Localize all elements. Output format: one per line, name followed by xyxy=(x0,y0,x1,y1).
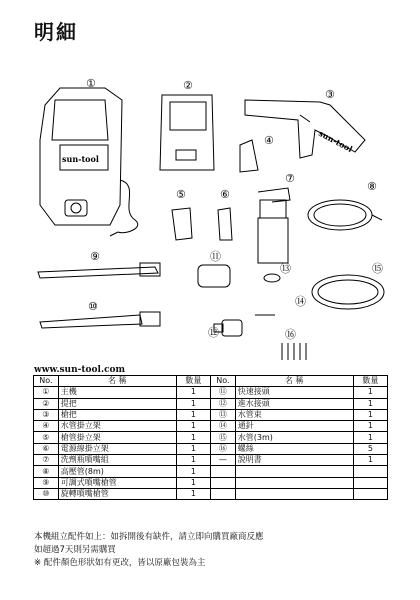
part-name: 槍把 xyxy=(58,409,176,420)
header-name: 名 稱 xyxy=(58,376,176,387)
parts-table-body xyxy=(34,387,388,500)
note-line-3: ※ 配件顏色形狀如有更改，皆以原廠包裝為主 xyxy=(34,558,206,568)
part-qty: 1 xyxy=(176,398,210,409)
part-no: ⑪ xyxy=(210,387,235,398)
part-name: 螺絲 xyxy=(235,443,353,454)
part-no: ⑭ xyxy=(210,421,235,432)
part-name: 可調式噴嘴槍管 xyxy=(58,477,176,488)
table-row xyxy=(34,398,388,409)
figure-label-8: ⑧ xyxy=(367,180,377,193)
part-name: 旋轉噴嘴槍管 xyxy=(58,488,176,499)
part-name xyxy=(235,477,353,488)
part-name: 電源線掛立架 xyxy=(58,443,176,454)
part-qty: 1 xyxy=(353,432,387,443)
figure-label-12: ⑫ xyxy=(208,326,219,339)
table-row xyxy=(34,477,388,488)
part-name xyxy=(235,488,353,499)
figure-label-15: ⑮ xyxy=(372,262,383,275)
logo-text-gun: sun-tool xyxy=(317,127,355,155)
figure-label-11: ⑪ xyxy=(210,250,221,263)
table-row xyxy=(34,421,388,432)
header-qty-2: 數量 xyxy=(353,376,387,387)
part-no: ⑩ xyxy=(34,488,59,499)
part-name: 水管束 xyxy=(235,409,353,420)
header-qty: 數量 xyxy=(176,376,210,387)
table-row xyxy=(34,409,388,420)
figure-label-16: ⑯ xyxy=(285,328,296,341)
part-no xyxy=(210,488,235,499)
part-qty: 1 xyxy=(176,421,210,432)
table-header-row xyxy=(34,376,388,387)
handle-drawing xyxy=(160,95,214,170)
part-qty: 1 xyxy=(176,387,210,398)
part-name xyxy=(235,466,353,477)
part-name: 說明書 xyxy=(235,455,353,466)
part-qty: 1 xyxy=(353,421,387,432)
part-qty: 1 xyxy=(176,477,210,488)
part-qty: 1 xyxy=(176,455,210,466)
parts-illustration xyxy=(0,60,420,360)
table-row xyxy=(34,455,388,466)
part-no: ⑨ xyxy=(34,477,59,488)
table-row xyxy=(34,443,388,454)
part-qty: 1 xyxy=(353,387,387,398)
table-row xyxy=(34,387,388,398)
part-no: ⑯ xyxy=(210,443,235,454)
figure-label-3: ③ xyxy=(325,88,335,101)
header-name-2: 名 稱 xyxy=(235,376,353,387)
notes xyxy=(34,531,264,570)
part-name: 水管掛立架 xyxy=(58,421,176,432)
table-row xyxy=(34,488,388,499)
part-qty: 1 xyxy=(353,398,387,409)
part-qty: 1 xyxy=(176,443,210,454)
header-no-2: No. xyxy=(210,376,235,387)
table-row xyxy=(34,466,388,477)
figure-label-6: ⑥ xyxy=(220,188,230,201)
part-name: 主機 xyxy=(58,387,176,398)
part-name: 通針 xyxy=(235,421,353,432)
figure-label-2: ② xyxy=(183,79,193,92)
part-no: ⑤ xyxy=(34,432,59,443)
part-qty xyxy=(353,488,387,499)
figure-label-10: ⑩ xyxy=(88,300,98,313)
figure-label-7: ⑦ xyxy=(285,172,295,185)
detergent-bottle-drawing xyxy=(258,188,290,263)
part-no: ② xyxy=(34,398,59,409)
table-row xyxy=(34,432,388,443)
figure-label-9: ⑨ xyxy=(90,250,100,263)
part-qty: 1 xyxy=(353,409,387,420)
part-qty: 1 xyxy=(176,488,210,499)
part-name: 洗劑瓶噴嘴組 xyxy=(58,455,176,466)
part-qty xyxy=(353,477,387,488)
figure-label-5: ⑤ xyxy=(176,188,186,201)
page-title: 明細 xyxy=(34,20,78,44)
figure-label-1: ① xyxy=(86,77,96,90)
part-qty: 1 xyxy=(353,455,387,466)
note-line-1: 本機組立配件如上：如拆開後有缺件，請立即向購買廠商反應 xyxy=(34,532,264,542)
part-no: ⑦ xyxy=(34,455,59,466)
part-qty: 1 xyxy=(176,409,210,420)
parts-svg xyxy=(0,60,420,360)
part-no: ⑫ xyxy=(210,398,235,409)
part-no: ③ xyxy=(34,409,59,420)
part-name: 槍管掛立架 xyxy=(58,432,176,443)
part-name: 快速接頭 xyxy=(235,387,353,398)
part-name: 提把 xyxy=(58,398,176,409)
parts-table xyxy=(33,375,388,500)
part-no xyxy=(210,477,235,488)
part-qty: 1 xyxy=(176,432,210,443)
part-name: 高壓管(8m) xyxy=(58,466,176,477)
part-no: ④ xyxy=(34,421,59,432)
figure-label-4: ④ xyxy=(264,134,274,147)
part-no: ⑥ xyxy=(34,443,59,454)
figure-label-13: ⑬ xyxy=(280,262,291,275)
part-no: ① xyxy=(34,387,59,398)
part-no: ⑧ xyxy=(34,466,59,477)
part-name: 水管(3m) xyxy=(235,432,353,443)
part-no: — xyxy=(210,455,235,466)
part-qty xyxy=(353,466,387,477)
part-qty: 5 xyxy=(353,443,387,454)
logo-text: sun-tool xyxy=(62,154,99,164)
figure-label-14: ⑭ xyxy=(295,295,306,308)
part-no: ⑬ xyxy=(210,409,235,420)
part-no: ⑮ xyxy=(210,432,235,443)
part-name: 進水接頭 xyxy=(235,398,353,409)
header-no: No. xyxy=(34,376,59,387)
part-no xyxy=(210,466,235,477)
part-qty: 1 xyxy=(176,466,210,477)
website-url[interactable]: www.sun-tool.com xyxy=(34,365,126,375)
note-line-2: 如超過7天則另需購買 xyxy=(34,545,116,555)
